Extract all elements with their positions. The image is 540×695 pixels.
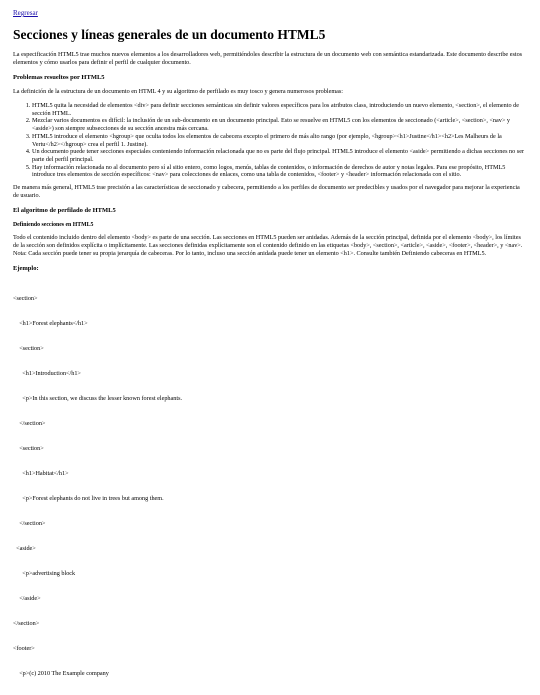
example-heading: Ejemplo: (13, 265, 39, 273)
list-item: 4. Un documento puede tener secciones especiales conteniendo información relacionada que no es parte del flujo principal. HTML5 introduce el elemento <aside> permitiendo a dichas secciones no ser parte del perfil principal. (32, 148, 527, 163)
code-line: <aside> (13, 545, 36, 553)
problems-intro: La definición de la estructura de un documento en HTML 4 y su algoritmo de perfilado es muy tosco y genera numerosos problemas: (13, 88, 344, 95)
page-title: Secciones y líneas generales de un documento HTML5 (13, 27, 326, 42)
list-item: 5. Hay información relacionada no al documento pero sí al sitio entero, como logos, menús, tablas de contenidos, o información de derechos de autor y notas legales. Para ese propósito, HTML5 introduce tres elementos de sección específicos: <nav> para colecciones de enlaces, como una tabla de contenidos, <footer> y <header> información relacionada con el sitio. (32, 164, 527, 179)
back-link[interactable]: Regresar (13, 9, 38, 17)
code-line: </section> (13, 620, 40, 628)
sections-subheading: Definiendo secciones en HTML5 (13, 222, 94, 229)
problems-summary: De manera más general, HTML5 trae precisión a las características de seccionado y cabecera, permitiendo a los perfiles de documento ser predecibles y usados por el navegador para mejorar la experiencia de usuario. (13, 184, 520, 200)
code-line: <section> (13, 294, 38, 302)
code-line: <h1>Habitat</h1> (13, 469, 69, 477)
code-line: <h1>Forest elephants</h1> (13, 319, 88, 327)
problems-list (13, 102, 527, 179)
code-line: </section> (13, 419, 46, 427)
code-example (13, 278, 527, 695)
code-line: <p>Forest elephants do not live in trees but among them. (13, 494, 164, 502)
list-item: 2. Mezclar varios documentos es difícil: la inclusión de un sub-documento en un documento principal. Esto se resuelve en HTML5 con los elementos de seccionado (<article>, <section>, <nav> y <aside>) son siempre subsecciones de su sección ancestra más cercana. (32, 117, 527, 132)
list-item: 3. HTML5 introduce el elemento <hgroup> que oculta todos los elementos de cabecera excepto el primero de más alto rango (por ejemplo, <hgroup><h1>Justine</h1><h2>Les Malheurs de la Vertu</h2></hgroup> crea el perfil 1. Justine). (32, 133, 527, 148)
problems-heading: Problemas resueltos por HTML5 (13, 74, 105, 81)
code-line: <p>(c) 2010 The Example company (13, 670, 109, 678)
code-line: <footer> (13, 645, 35, 653)
code-line: </section> (13, 520, 46, 527)
code-line: <p>advertising block (13, 570, 76, 578)
code-line: </aside> (13, 595, 41, 603)
code-line: <h1>Introduction</h1> (13, 369, 81, 377)
code-line: <section> (13, 444, 44, 452)
code-line: <p>In this section, we discuss the lesser known forest elephants. (13, 394, 183, 402)
list-item: 1. HTML5 quita la necesidad de elementos <div> para definir secciones semánticas sin definir valores específicos para los atributos class, introduciendo un nuevo elemento, <section>, el elemento de sección HTML. (32, 102, 527, 117)
code-line: <section> (13, 344, 44, 352)
algorithm-heading: El algoritmo de perfilado de HTML5 (13, 207, 116, 215)
sections-paragraph: Todo el contenido incluido dentro del elemento <body> es parte de una sección. Las secciones en HTML5 pueden ser anidadas. Además de la sección principal, definida por el elemento <body>, los límites de la sección son definidos explícita o implícitamente. Las secciones definidas explícitamente son el contenido definido en las etiquetas <body>, <section>, <article>, <aside>, <footer>, <header>, y <nav>. Nota: Cada sección puede tener su propia jerarquía de cabeceras. Por lo tanto, incluso una sección anidada puede tener un elemento <h1>. Consulte también Definiendo cabeceras en HTML5. (13, 234, 523, 258)
intro-paragraph: La especificación HTML5 trae muchos nuevos elementos a los desarrolladores web, permitiéndoles describir la estructura de un documento web con semántica estandarizada. Este documento describe estos elementos y cómo usarlos para definir el perfil de cualquier documento. (13, 51, 523, 66)
